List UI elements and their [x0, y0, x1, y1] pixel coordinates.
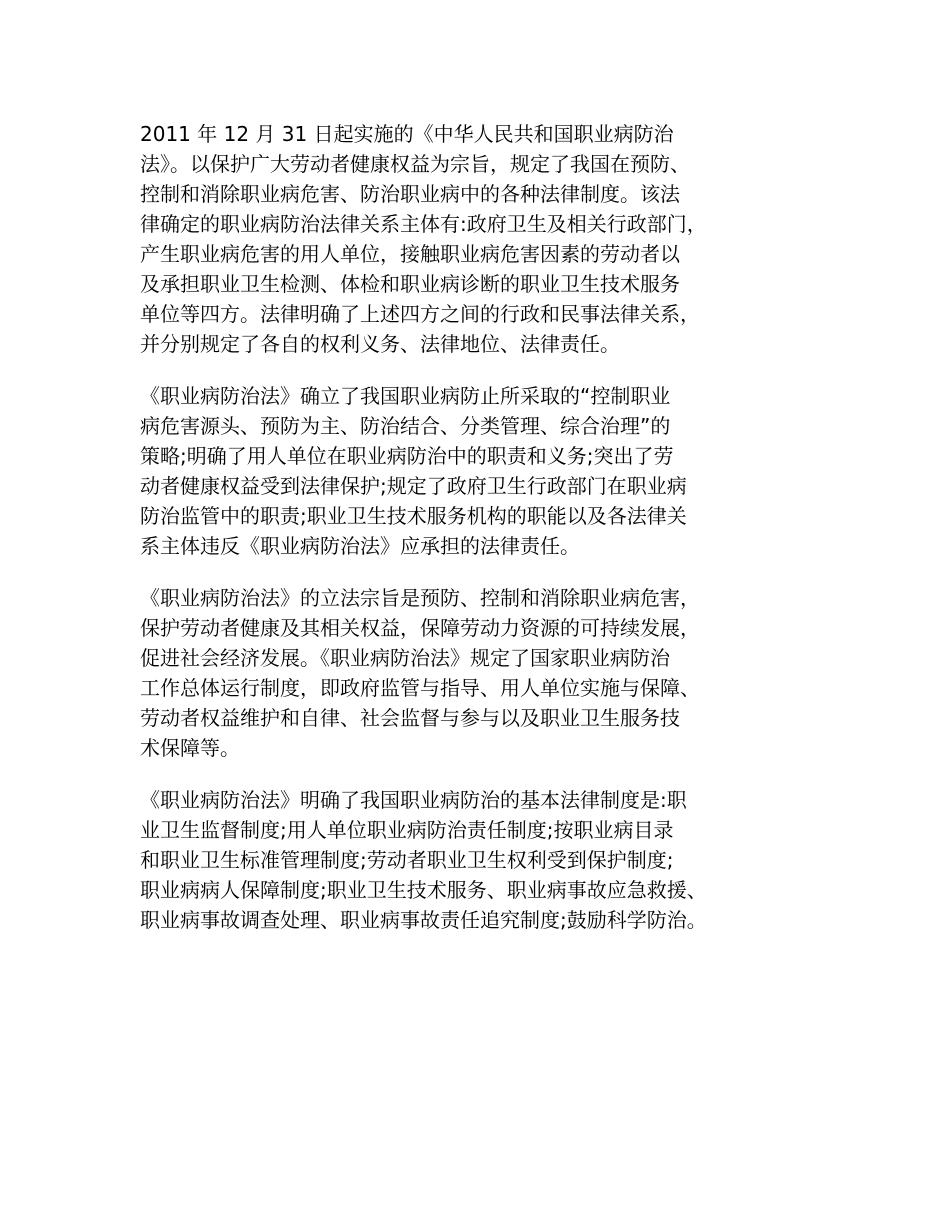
text-line: 控制和消除职业病危害、防治职业病中的各种法律制度。该法 [140, 182, 680, 206]
text-line: 系主体违反《职业病防治法》应承担的法律责任。 [140, 534, 580, 558]
text-line: 《职业病防治法》的立法宗旨是预防、控制和消除职业病危害， [140, 586, 700, 610]
paragraph-3 [140, 583, 830, 763]
text-line: 职业病事故调查处理、职业病事故责任追究制度;鼓励科学防治。 [140, 908, 707, 932]
text-line: 病危害源头、预防为主、防治结合、分类管理、综合治理”的 [140, 414, 671, 438]
text-line: 单位等四方。法律明确了上述四方之间的行政和民事法律关系， [140, 302, 700, 326]
text-line: 律确定的职业病防治法律关系主体有:政府卫生及相关行政部门， [140, 212, 707, 236]
text-line: 2011 年 12 月 31 日起实施的《中华人民共和国职业病防治 [140, 122, 674, 146]
paragraph-4 [140, 785, 830, 935]
text-line: 并分别规定了各自的权利义务、法律地位、法律责任。 [140, 332, 620, 356]
text-line: 法》。以保护广大劳动者健康权益为宗旨，规定了我国在预防、 [140, 152, 690, 176]
document-body [140, 119, 830, 957]
text-line: 保护劳动者健康及其相关权益，保障劳动力资源的可持续发展， [140, 616, 700, 640]
text-line: 职业病病人保障制度;职业卫生技术服务、职业病事故应急救援、 [140, 878, 707, 902]
text-line: 和职业卫生标准管理制度;劳动者职业卫生权利受到保护制度; [140, 848, 674, 872]
text-line: 防治监管中的职责;职业卫生技术服务机构的职能以及各法律关 [140, 504, 687, 528]
text-line: 术保障等。 [140, 736, 240, 760]
text-line: 及承担职业卫生检测、体检和职业病诊断的职业卫生技术服务 [140, 272, 680, 296]
text-line: 工作总体运行制度，即政府监管与指导、用人单位实施与保障、 [140, 676, 700, 700]
paragraph-1 [140, 119, 830, 359]
text-line: 产生职业病危害的用人单位，接触职业病危害因素的劳动者以 [140, 242, 680, 266]
text-line: 《职业病防治法》明确了我国职业病防治的基本法律制度是:职 [140, 788, 687, 812]
text-line: 动者健康权益受到法律保护;规定了政府卫生行政部门在职业病 [140, 474, 687, 498]
text-line: 劳动者权益维护和自律、社会监督与参与以及职业卫生服务技 [140, 706, 680, 730]
paragraph-2 [140, 381, 830, 561]
text-line: 《职业病防治法》确立了我国职业病防止所采取的“控制职业 [140, 384, 671, 408]
text-line: 促进社会经济发展。《职业病防治法》规定了国家职业病防治 [140, 646, 670, 670]
text-line: 策略;明确了用人单位在职业病防治中的职责和义务;突出了劳 [140, 444, 674, 468]
text-line: 业卫生监督制度;用人单位职业病防治责任制度;按职业病目录 [140, 818, 674, 842]
